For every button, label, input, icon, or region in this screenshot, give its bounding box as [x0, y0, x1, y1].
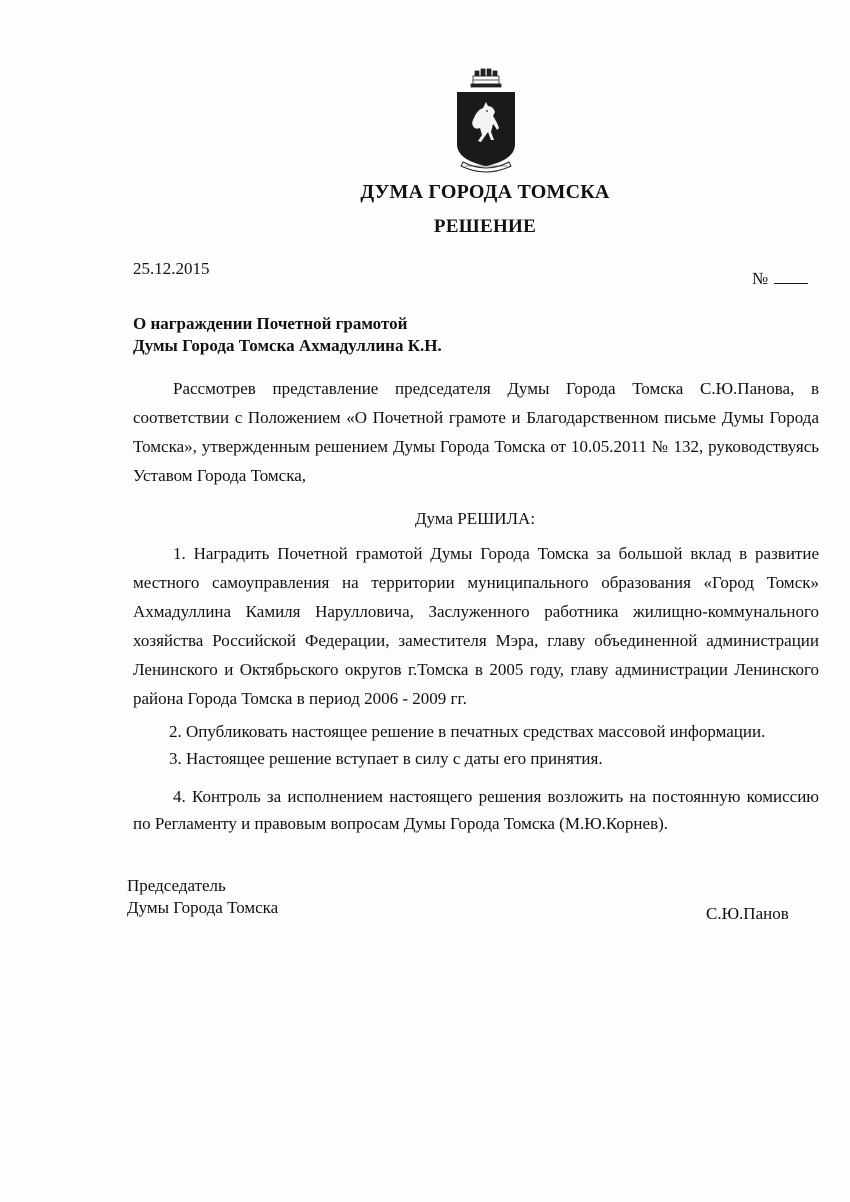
signer-title-line-1: Председатель	[127, 876, 226, 895]
document-type-heading: РЕШЕНИЕ	[433, 216, 537, 237]
decision-item-2: 2. Опубликовать настоящее решение в печатных средствах массовой информации.	[169, 722, 766, 741]
signer-title-line-2: Думы Города Томска	[127, 898, 279, 917]
organization-title: ДУМА ГОРОДА ТОМСКА	[360, 181, 610, 203]
document-number	[752, 268, 808, 289]
signer-name: С.Ю.Панов	[706, 904, 789, 923]
decision-item-4: 4. Контроль за исполнением настоящего решения возложить на постоянную комиссию по Регламенту и правовым вопросам Думы Города Томска (М.Ю.Корнев).	[133, 787, 819, 833]
document-subject	[133, 313, 442, 357]
signer-title	[127, 875, 278, 919]
number-label: №	[752, 269, 769, 288]
number-blank-line	[774, 268, 808, 284]
resolved-heading: Дума РЕШИЛА:	[414, 509, 536, 528]
subject-line-2: Думы Города Томска Ахмадуллина К.Н.	[133, 336, 442, 355]
preamble-paragraph: Рассмотрев представление председателя Думы Города Томска С.Ю.Панова, в соответствии с Положением «О Почетной грамоте и Благодарственном письме Думы Города Томска», утвержденным решением Думы Города Томска от 10.05.2011 № 132, руководствуясь Уставом Города Томска,	[133, 379, 819, 485]
tomsk-coat-of-arms-icon	[453, 66, 519, 178]
document-date: 25.12.2015	[133, 259, 210, 278]
subject-line-1: О награждении Почетной грамотой	[133, 314, 408, 333]
decision-item-1: 1. Наградить Почетной грамотой Думы Города Томска за большой вклад в развитие местного самоуправления на территории муниципального образования «Город Томск» Ахмадуллина Камиля Нарулловича, Заслуженного работника жилищно-коммунального хозяйства Российской Федерации, заместителя Мэра, главу объединенной администрации Ленинского и Октябрьского округов г.Томска в 2005 году, главу администрации Ленинского района Города Томска в период 2006 - 2009 гг.	[133, 544, 819, 708]
decision-item-3: 3. Настоящее решение вступает в силу с даты его принятия.	[169, 749, 603, 768]
